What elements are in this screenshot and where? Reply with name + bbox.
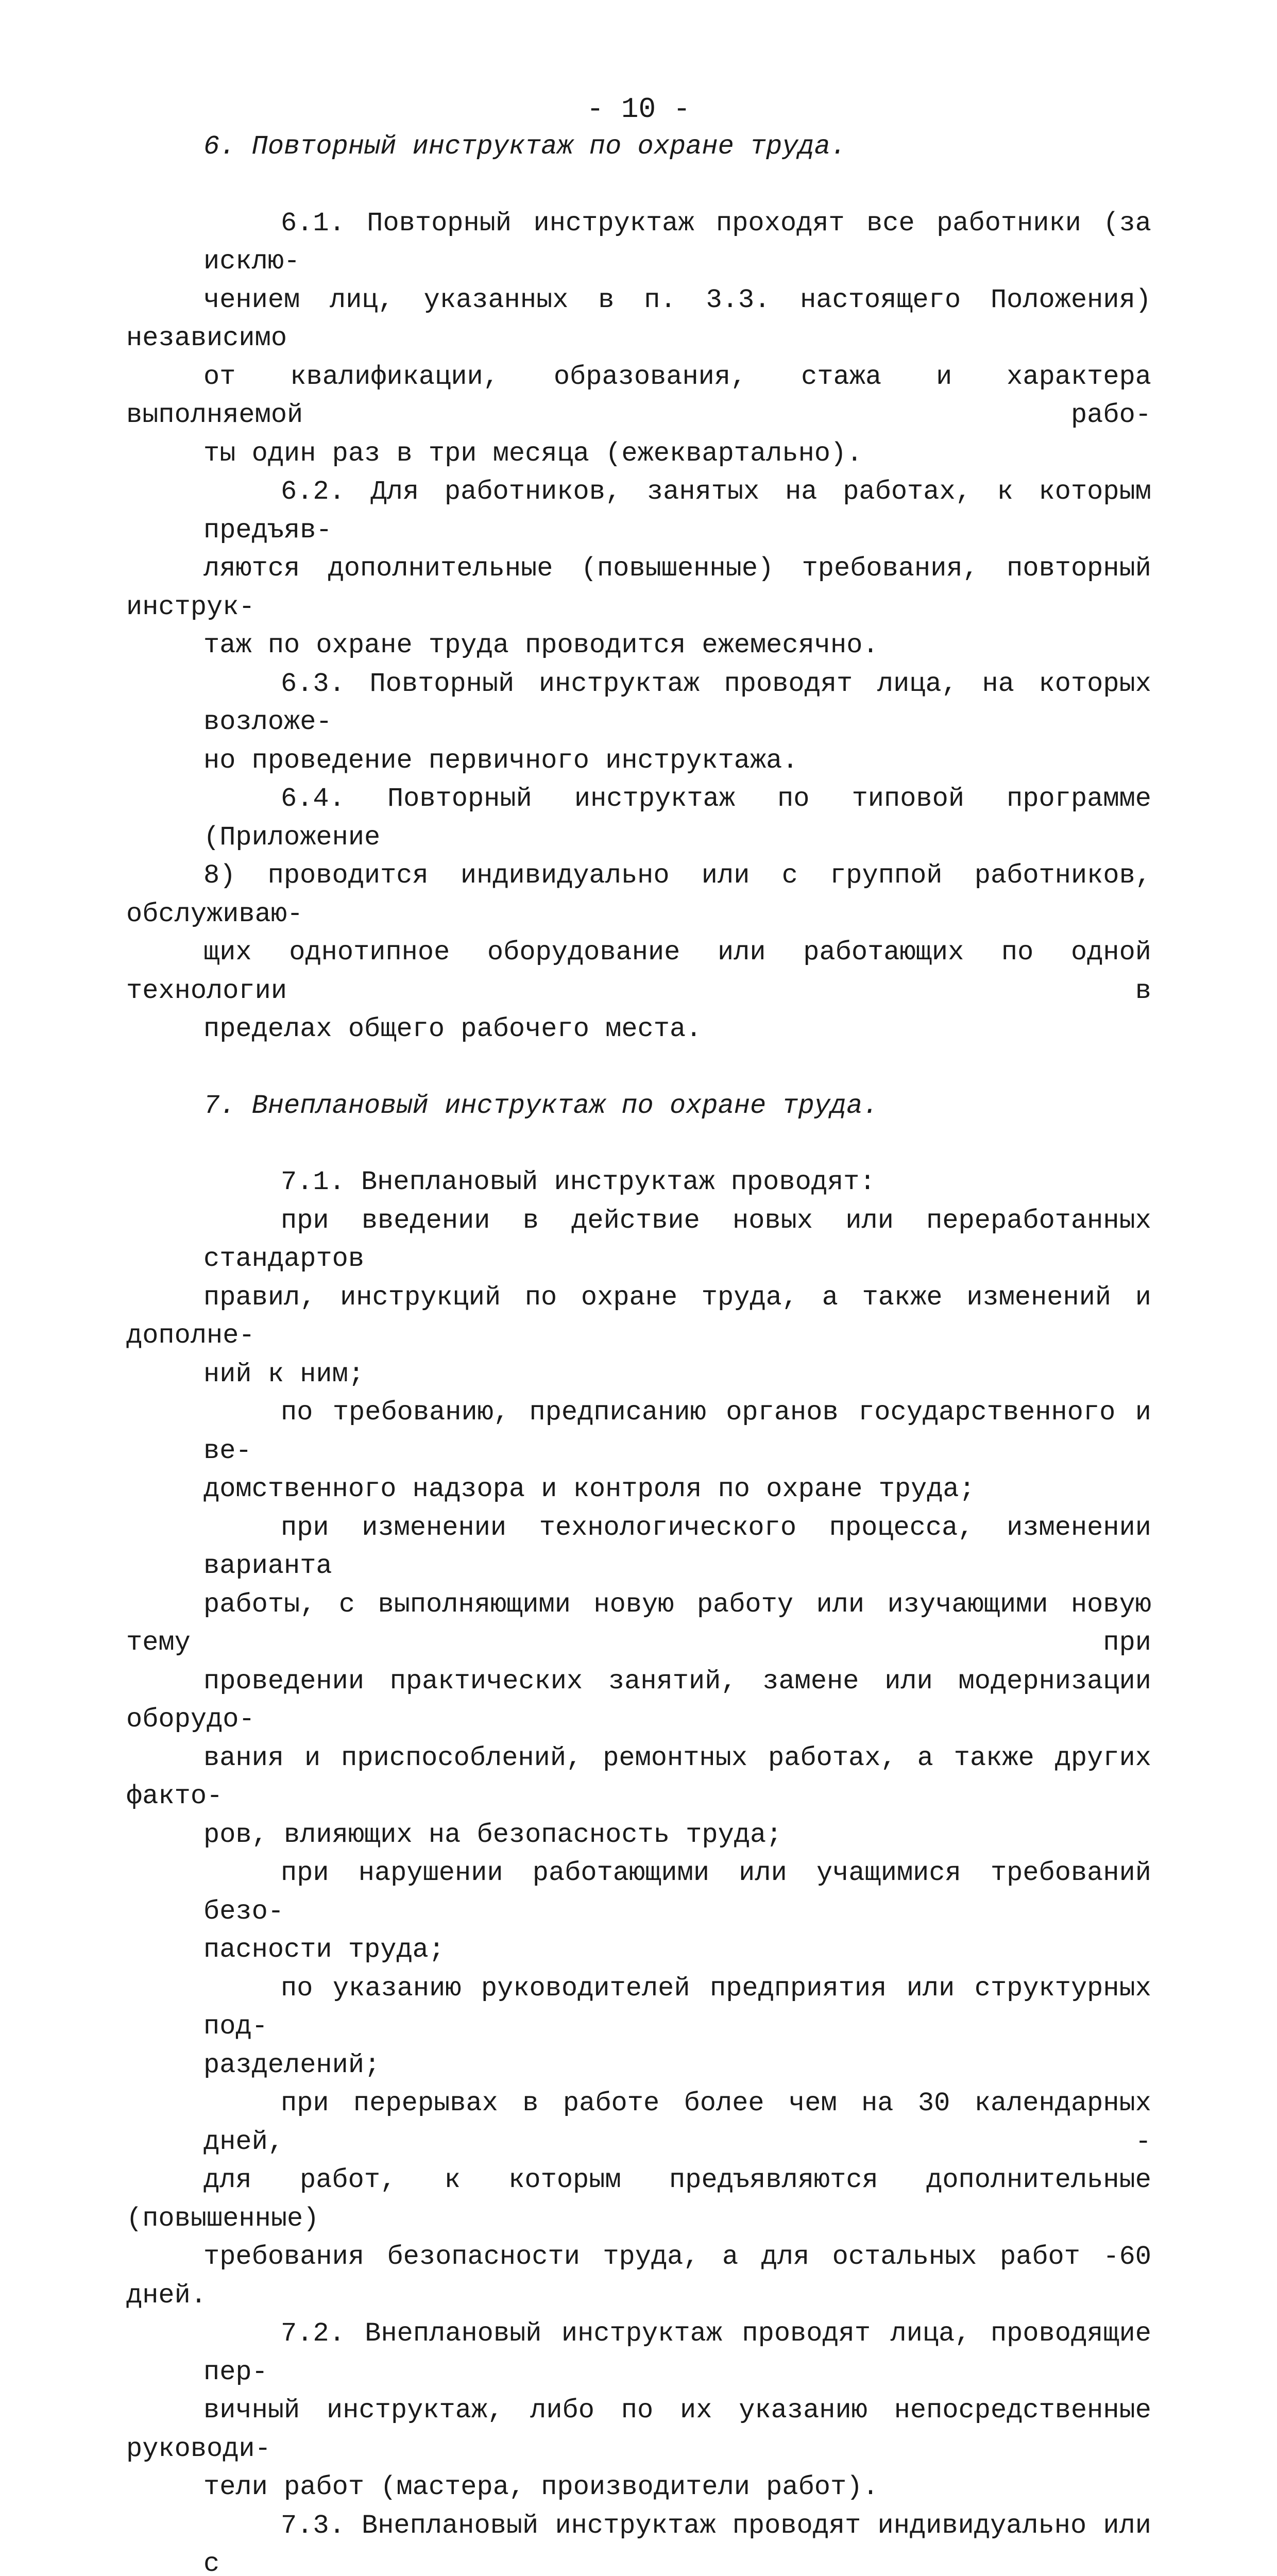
text-line: домственного надзора и контроля по охране труда; [126, 1470, 1151, 1509]
text-line: чением лиц, указанных в п. 3.3. настоящего Положения) независимо [126, 281, 1151, 358]
text-line: по указанию руководителей предприятия или структурных под- [126, 1970, 1151, 2046]
text-line: ты один раз в три месяца (ежеквартально). [126, 435, 1151, 473]
text-line: 6.4. Повторный инструктаж по типовой программе (Приложение [126, 780, 1151, 857]
text-line: 6.1. Повторный инструктаж проходят все работники (за исклю- [126, 205, 1151, 281]
text-line: 6.3. Повторный инструктаж проводят лица, на которых возложе- [126, 665, 1151, 742]
text-line: 7.1. Внеплановый инструктаж проводят: [126, 1163, 1151, 1202]
text-line: вичный инструктаж, либо по их указанию непосредственные руководи- [126, 2392, 1151, 2468]
text-line: ров, влияющих на безопасность труда; [126, 1816, 1151, 1855]
text-line: щих однотипное оборудование или работающих по одной технологии в [126, 934, 1151, 1010]
paragraph [126, 1202, 1151, 1394]
paragraph [126, 1509, 1151, 1855]
text-line: при введении в действие новых или переработанных стандартов [126, 1202, 1151, 1279]
paragraph [126, 1394, 1151, 1509]
text-line: пределах общего рабочего места. [126, 1010, 1151, 1049]
section-6-heading: 6. Повторный инструктаж по охране труда. [126, 128, 1151, 166]
paragraph [126, 1854, 1151, 1970]
text-line: ляются дополнительные (повышенные) требования, повторный инструк- [126, 550, 1151, 626]
text-line: ний к ним; [126, 1355, 1151, 1394]
text-line: 8) проводится индивидуально или с группой работников, обслуживаю- [126, 857, 1151, 934]
paragraph [126, 1163, 1151, 1202]
paragraph [126, 2507, 1151, 2576]
text-line: по требованию, предписанию органов государственного и ве- [126, 1394, 1151, 1470]
paragraph [126, 2315, 1151, 2507]
text-line: тели работ (мастера, производители работ). [126, 2468, 1151, 2507]
section-7-heading: 7. Внеплановый инструктаж по охране труда. [126, 1087, 1151, 1126]
text-line: но проведение первичного инструктажа. [126, 742, 1151, 781]
text-line: пасности труда; [126, 1931, 1151, 1970]
section-7-body [126, 1163, 1151, 2576]
text-line: работы, с выполняющими новую работу или изучающими новую тему при [126, 1586, 1151, 1663]
text-line: 7.2. Внеплановый инструктаж проводят лица, проводящие пер- [126, 2315, 1151, 2392]
text-line: при изменении технологического процесса, изменении варианта [126, 1509, 1151, 1586]
text-line: правил, инструкций по охране труда, а также изменений и дополне- [126, 1279, 1151, 1355]
page-number: - 10 - [0, 89, 1277, 130]
paragraph [126, 205, 1151, 473]
text-line: проведении практических занятий, замене или модернизации оборудо- [126, 1663, 1151, 1739]
text-line: разделений; [126, 2046, 1151, 2085]
paragraph [126, 665, 1151, 781]
paragraph [126, 1970, 1151, 2085]
paragraph [126, 473, 1151, 665]
document-body [126, 128, 1151, 2576]
text-line: вания и приспособлений, ремонтных работах, а также других факто- [126, 1739, 1151, 1816]
text-line: для работ, к которым предъявляются дополнительные (повышенные) [126, 2161, 1151, 2238]
text-line: требования безопасности труда, а для остальных работ -60 дней. [126, 2238, 1151, 2315]
text-line: от квалификации, образования, стажа и характера выполняемой рабо- [126, 358, 1151, 435]
paragraph [126, 780, 1151, 1049]
text-line: таж по охране труда проводится ежемесячно. [126, 626, 1151, 665]
section-6-body [126, 205, 1151, 1049]
text-line: при нарушении работающими или учащимися требований безо- [126, 1854, 1151, 1931]
text-line: 7.3. Внеплановый инструктаж проводят индивидуально или с [126, 2507, 1151, 2576]
text-line: при перерывах в работе более чем на 30 календарных дней, - [126, 2084, 1151, 2161]
paragraph [126, 2084, 1151, 2315]
text-line: 6.2. Для работников, занятых на работах, к которым предъяв- [126, 473, 1151, 550]
